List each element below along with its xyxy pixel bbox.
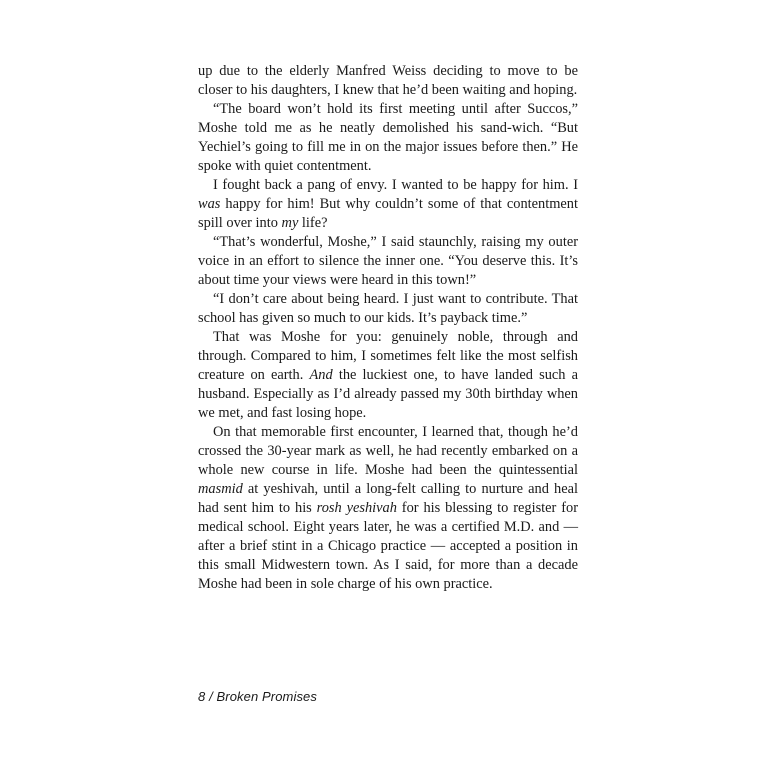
emphasis: was bbox=[198, 196, 221, 212]
book-title: Broken Promises bbox=[216, 689, 317, 704]
paragraph: I fought back a pang of envy. I wanted to be happy for him. I was happy for him! But why couldn’t some of that contentment spill over into my life? bbox=[198, 177, 578, 231]
paragraph: up due to the elderly Manfred Weiss deciding to move to be closer to his daughters, I knew that he’d been waiting and hoping. bbox=[198, 63, 578, 98]
emphasis: masmid bbox=[198, 481, 243, 497]
paragraph: “I don’t care about being heard. I just want to contribute. That school has given so much to our kids. It’s payback time.” bbox=[198, 291, 578, 326]
paragraph: “The board won’t hold its first meeting until after Succos,” Moshe told me as he neatly demolished his sand-wich. “But Yechiel’s going to fill me in on the major issues before then.” He spoke with quiet contentment. bbox=[198, 101, 578, 174]
body-text bbox=[198, 62, 578, 594]
emphasis: my bbox=[281, 215, 299, 231]
emphasis: rosh yeshivah bbox=[316, 500, 397, 516]
paragraph: That was Moshe for you: genuinely noble, through and through. Compared to him, I sometimes felt like the most selfish creature on earth. And the luckiest one, to have landed such a husband. Especially as I’d already passed my 30th birthday when we met, and fast losing hope. bbox=[198, 329, 578, 421]
footer-separator: / bbox=[209, 689, 213, 704]
page-number: 8 bbox=[198, 689, 206, 704]
emphasis: And bbox=[309, 367, 333, 383]
page-footer bbox=[198, 689, 317, 704]
paragraph: “That’s wonderful, Moshe,” I said staunchly, raising my outer voice in an effort to silence the inner one. “You deserve this. It’s about time your views were heard in this town!” bbox=[198, 234, 578, 288]
paragraph: On that memorable first encounter, I learned that, though he’d crossed the 30-year mark as well, he had recently embarked on a whole new course in life. Moshe had been the quintessential masmid at yeshivah, until a long-felt calling to nurture and heal had sent him to his rosh yeshivah for his blessing to register for medical school. Eight years later, he was a certified M.D. and — after a brief stint in a Chicago practice — accepted a position in this small Midwestern town. As I said, for more than a decade Moshe had been in sole charge of his own practice. bbox=[198, 424, 578, 592]
